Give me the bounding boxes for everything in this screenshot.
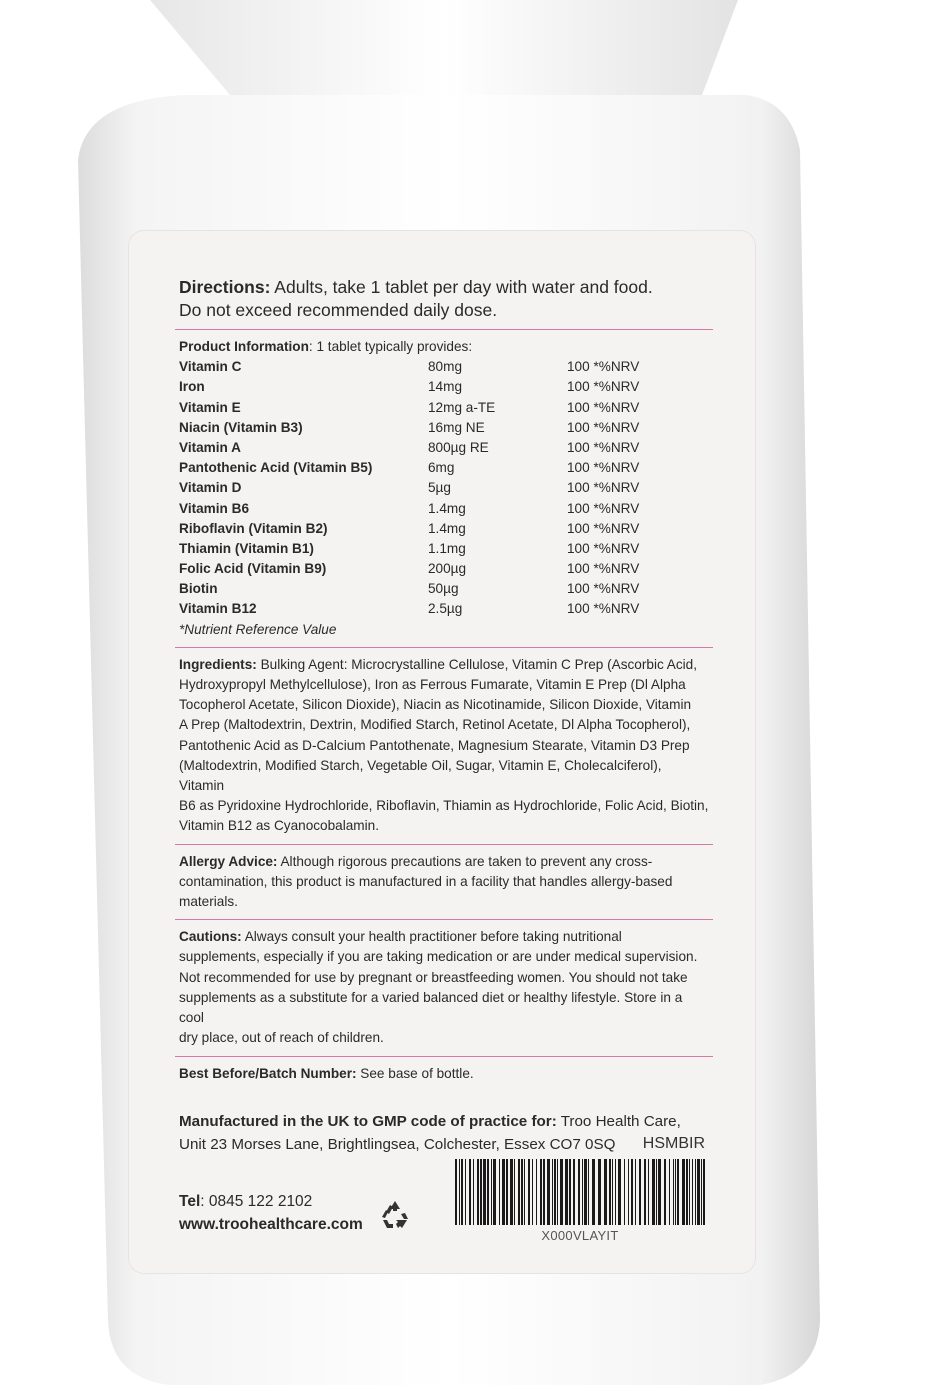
barcode-bar: [624, 1159, 625, 1225]
barcode-bar: [609, 1159, 611, 1225]
ingredients-line: (Maltodextrin, Modified Starch, Vegetable Oil, Sugar, Vitamin E, Cholecalciferol), Vitamin: [179, 757, 662, 794]
cautions-label: Cautions:: [179, 929, 242, 945]
barcode-bar: [518, 1159, 520, 1225]
tel-number: : 0845 122 2102: [200, 1193, 313, 1210]
nutrient-name: Riboflavin (Vitamin B2): [179, 520, 328, 536]
nutrient-name: Thiamin (Vitamin B1): [179, 540, 314, 556]
nutrient-amount: 14mg: [428, 379, 463, 395]
barcode-bar: [499, 1159, 500, 1225]
barcode-bar: [689, 1159, 690, 1225]
barcode-bar: [514, 1159, 515, 1225]
cautions-line: supplements, especially if you are taking medication or are under medical supervision.: [179, 949, 698, 965]
directions-line-2: Do not exceed recommended daily dose.: [179, 300, 498, 320]
separator: [175, 844, 713, 845]
barcode-bar: [644, 1159, 646, 1225]
nutrient-nrv: 100 *%NRV: [567, 581, 640, 597]
recycle-icon: [378, 1198, 412, 1232]
nutrient-amount: 5µg: [428, 480, 451, 496]
nutrient-name: Vitamin C: [179, 359, 242, 375]
nutrient-amount: 1.1mg: [428, 540, 466, 556]
website-link[interactable]: www.troohealthcare.com: [179, 1216, 363, 1233]
nutrient-name: Pantothenic Acid (Vitamin B5): [179, 460, 373, 476]
cautions-line: supplements as a substitute for a varied balanced diet or healthy lifestyle. Store in a cool: [179, 989, 683, 1026]
barcode-bar: [598, 1159, 601, 1225]
cautions-line: [179, 927, 709, 947]
nutrient-nrv: 100 *%NRV: [567, 460, 640, 476]
barcode-bar: [695, 1159, 696, 1225]
nutrient-nrv: 100 *%NRV: [567, 500, 640, 516]
barcode-bar: [554, 1159, 556, 1225]
nutrient-row: [179, 579, 709, 599]
barcode-bar: [473, 1159, 474, 1225]
nutrient-row: [179, 357, 709, 377]
allergy-line: materials.: [179, 894, 238, 910]
nutrient-name: Niacin (Vitamin B3): [179, 419, 303, 435]
barcode-bar: [483, 1159, 486, 1225]
nutrient-row: [179, 499, 709, 519]
barcode-bar: [592, 1159, 595, 1225]
nutrient-name: Vitamin B12: [179, 601, 257, 617]
allergy-block: [179, 852, 709, 913]
nutrient-row: [179, 519, 709, 539]
barcode-bar: [656, 1159, 657, 1225]
best-before: [179, 1064, 709, 1084]
manufacturer-name: Troo Health Care,: [556, 1112, 681, 1130]
barcode-bar: [469, 1159, 471, 1225]
separator: [175, 1056, 713, 1057]
nutrient-nrv: 100 *%NRV: [567, 540, 640, 556]
barcode-bar: [532, 1159, 533, 1225]
barcode-bar: [635, 1159, 636, 1225]
barcode-bar: [493, 1159, 496, 1225]
nutrient-amount: 12mg a-TE: [428, 399, 496, 415]
ingredients-block: [179, 655, 709, 837]
separator: [175, 919, 713, 920]
contact-block: [179, 1190, 363, 1236]
barcode-bar: [697, 1159, 700, 1225]
barcode-bar: [557, 1159, 558, 1225]
product-info-label: Product Information: [179, 339, 309, 354]
nutrient-amount: 6mg: [428, 460, 455, 476]
barcode-bar: [692, 1159, 693, 1225]
barcode-bar: [569, 1159, 571, 1225]
barcode-bar: [536, 1159, 537, 1225]
barcode-bar: [461, 1159, 463, 1225]
cautions-block: [179, 927, 709, 1048]
barcode-bar: [502, 1159, 505, 1225]
barcode-bar: [669, 1159, 670, 1225]
barcode-bar: [588, 1159, 589, 1225]
allergy-line: [179, 852, 709, 872]
nutrient-amount: 2.5µg: [428, 601, 463, 617]
tel-label: Tel: [179, 1193, 201, 1210]
nutrient-amount: 80mg: [428, 359, 463, 375]
barcode-bar: [686, 1159, 688, 1225]
ingredients-line: Pantothenic Acid as D-Calcium Pantothenate, Magnesium Stearate, Vitamin D3 Prep: [179, 737, 690, 753]
barcode-bar: [465, 1159, 466, 1225]
barcode-bar: [552, 1159, 553, 1225]
nutrient-row: [179, 438, 709, 458]
nrv-footnote: *Nutrient Reference Value: [179, 621, 337, 637]
nutrient-amount: 50µg: [428, 581, 459, 597]
barcode-bar: [648, 1159, 649, 1225]
nutrient-row: [179, 398, 709, 418]
barcode-bar: [677, 1159, 679, 1225]
nutrient-name: Folic Acid (Vitamin B9): [179, 561, 327, 577]
barcode-bar: [584, 1159, 587, 1225]
barcode-bar: [528, 1159, 530, 1225]
barcode-bar: [701, 1159, 702, 1225]
directions-label: Directions:: [179, 277, 271, 297]
nutrient-table: [179, 357, 709, 619]
nutrient-nrv: 100 *%NRV: [567, 419, 640, 435]
nutrient-amount: 200µg: [428, 561, 467, 577]
barcode-bar: [675, 1159, 676, 1225]
ingredients-line: A Prep (Maltodextrin, Dextrin, Modified Starch, Retinol Acetate, Dl Alpha Tocopherol),: [179, 717, 691, 733]
ingredients-line: Hydroxypropyl Methylcellulose), Iron as Ferrous Fumarate, Vitamin E Prep (Dl Alpha: [179, 677, 686, 693]
barcode-bar: [506, 1159, 508, 1225]
barcode-bar: [540, 1159, 542, 1225]
barcode-bar: [658, 1159, 661, 1225]
barcode-bar: [582, 1159, 583, 1225]
ingredients-line: Vitamin B12 as Cyanocobalamin.: [179, 818, 379, 834]
barcode-bar: [521, 1159, 523, 1225]
allergy-line: contamination, this product is manufactured in a facility that handles allergy-based: [179, 873, 673, 889]
nutrient-nrv: 100 *%NRV: [567, 561, 640, 577]
barcode-bar: [480, 1159, 482, 1225]
barcode-bar: [604, 1159, 607, 1225]
product-info-heading: [179, 337, 709, 357]
barcode-bar: [543, 1159, 545, 1225]
barcode-bar: [524, 1159, 525, 1225]
product-info-intro: : 1 tablet typically provides:: [308, 339, 473, 354]
best-before-label: Best Before/Batch Number:: [179, 1065, 357, 1081]
barcode-number: X000VLAYIT: [541, 1228, 619, 1243]
nutrient-row: [179, 377, 709, 397]
cautions-line: Not recommended for use by pregnant or breastfeeding women. You should not take: [179, 969, 688, 985]
manufacturer-label: Manufactured in the UK to GMP code of practice for:: [179, 1112, 557, 1130]
barcode-bar: [547, 1159, 550, 1225]
barcode-bar: [652, 1159, 655, 1225]
nutrient-nrv: 100 *%NRV: [567, 520, 640, 536]
barcode-bar: [491, 1159, 492, 1225]
nutrient-name: Vitamin E: [179, 399, 241, 415]
barcode-bar: [618, 1159, 621, 1225]
barcode-bar: [510, 1159, 513, 1225]
best-before-text: See base of bottle.: [356, 1065, 474, 1081]
ingredients-line: Tocopherol Acetate, Silicon Dioxide), Niacin as Nicotinamide, Silicon Dioxide, Vitamin: [179, 697, 692, 713]
telephone: [179, 1190, 363, 1213]
nutrient-name: Biotin: [179, 581, 218, 597]
directions-text: Adults, take 1 tablet per day with water and food.: [270, 277, 653, 297]
barcode-bar: [631, 1159, 633, 1225]
nutrient-amount: 16mg NE: [428, 419, 485, 435]
barcode-bar: [612, 1159, 613, 1225]
separator: [175, 647, 713, 648]
separator: [175, 329, 713, 330]
nutrient-nrv: 100 *%NRV: [567, 399, 640, 415]
barcode-bar: [673, 1159, 674, 1225]
barcode-bar: [565, 1159, 568, 1225]
barcode: [455, 1159, 705, 1225]
barcode-bar: [682, 1159, 685, 1225]
product-code: HSMBIR: [642, 1135, 705, 1152]
nutrient-name: Vitamin A: [179, 439, 241, 455]
allergy-label: Allergy Advice:: [179, 853, 278, 869]
ingredients-text: Bulking Agent: Microcrystalline Cellulose, Vitamin C Prep (Ascorbic Acid,: [256, 656, 698, 672]
nutrient-amount: 1.4mg: [428, 520, 466, 536]
nutrient-row: [179, 599, 709, 619]
manufacturer-line-1: [179, 1110, 709, 1133]
ingredients-line: [179, 655, 709, 675]
ingredients-label: Ingredients:: [179, 656, 257, 672]
cautions-line: dry place, out of reach of children.: [179, 1030, 384, 1046]
spacer: [179, 1084, 709, 1110]
nutrient-amount: 1.4mg: [428, 500, 466, 516]
barcode-bar: [487, 1159, 489, 1225]
directions-line-1: [179, 276, 709, 299]
nutrient-nrv: 100 *%NRV: [567, 439, 640, 455]
nutrient-row: [179, 478, 709, 498]
nutrient-nrv: 100 *%NRV: [567, 601, 640, 617]
allergy-text: Although rigorous precautions are taken to prevent any cross-: [277, 853, 653, 869]
barcode-bar: [578, 1159, 580, 1225]
nutrient-nrv: 100 *%NRV: [567, 379, 640, 395]
barcode-bar: [664, 1159, 666, 1225]
nutrient-row: [179, 418, 709, 438]
barcode-bar: [703, 1159, 705, 1225]
nutrient-row: [179, 559, 709, 579]
barcode-bar: [615, 1159, 616, 1225]
manufacturer-address: Unit 23 Morses Lane, Brightlingsea, Colchester, Essex CO7 0SQ: [179, 1135, 616, 1153]
cautions-text: Always consult your health practitioner before taking nutritional: [241, 929, 622, 945]
barcode-bar: [459, 1159, 460, 1225]
nutrient-nrv: 100 *%NRV: [567, 480, 640, 496]
nutrient-name: Vitamin D: [179, 480, 242, 496]
nutrient-name: Vitamin B6: [179, 500, 250, 516]
nutrient-row: [179, 458, 709, 478]
nutrient-row: [179, 539, 709, 559]
nutrient-name: Iron: [179, 379, 205, 395]
barcode-bar: [573, 1159, 575, 1225]
nutrient-amount: 800µg RE: [428, 439, 489, 455]
nutrient-nrv: 100 *%NRV: [567, 359, 640, 375]
barcode-bar: [639, 1159, 641, 1225]
barcode-bar: [560, 1159, 563, 1225]
ingredients-line: B6 as Pyridoxine Hydrochloride, Riboflavin, Thiamin as Hydrochloride, Folic Acid, Biotin,: [179, 798, 709, 814]
label-text: [179, 276, 709, 1156]
barcode-bar: [455, 1159, 457, 1225]
barcode-bar: [628, 1159, 629, 1225]
barcode-bar: [477, 1159, 479, 1225]
